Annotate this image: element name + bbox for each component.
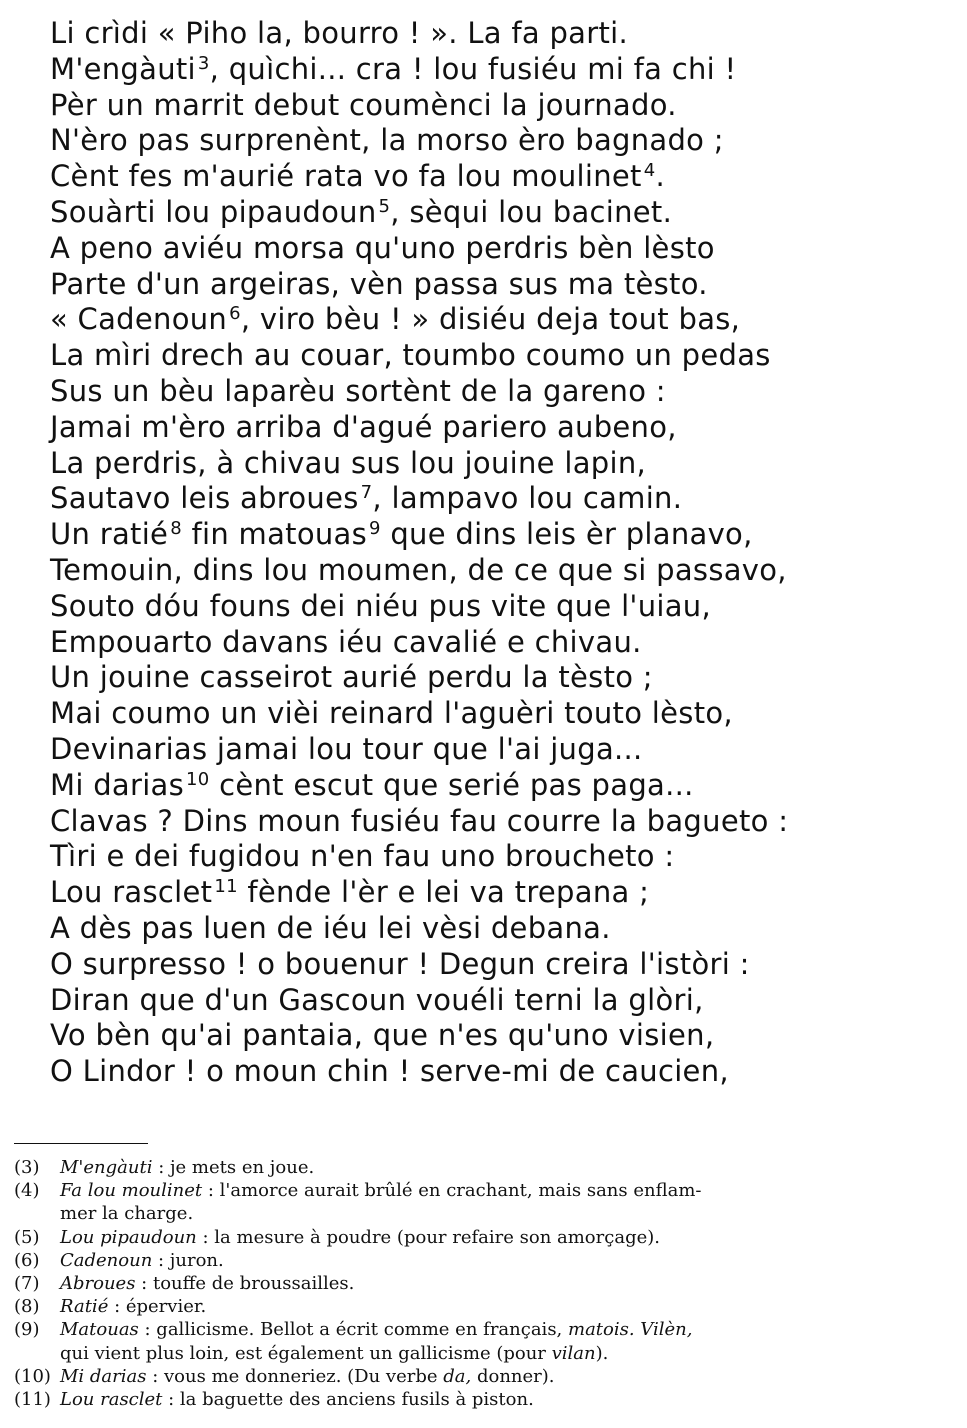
poem-line-text: Lou rasclet — [50, 875, 213, 910]
footnotes — [14, 1156, 959, 1411]
poem-line-text: Un ratié — [50, 517, 169, 552]
footnote-reference: 9 — [369, 518, 381, 540]
footnote-body — [60, 1249, 959, 1272]
poem-line-text: Li crìdi « Piho la, bourro ! ». La fa parti. — [50, 16, 629, 50]
poem-line-text: Sus un bèu laparèu sortènt de la gareno : — [50, 373, 666, 408]
poem-line — [50, 517, 950, 553]
poem-line-text: Souto dóu founs dei niéu pus vite que l'uiau, — [50, 588, 712, 623]
footnote-continuation — [14, 1202, 959, 1225]
footnote — [14, 1179, 959, 1202]
footnote-term: Lou rasclet — [60, 1389, 163, 1411]
poem-line — [50, 374, 950, 410]
poem-line — [50, 123, 950, 159]
footnote-number: (6) — [14, 1249, 40, 1271]
poem-line-text: Pèr un marrit debut coumènci la journado. — [50, 87, 677, 122]
poem-line-text: Vo bèn qu'ai pantaia, que n'es qu'uno visien, — [50, 1018, 715, 1053]
footnote — [14, 1365, 959, 1388]
poem-line-text: Tìri e dei fugidou n'en fau uno broucheto : — [50, 839, 675, 874]
footnote-body — [60, 1295, 959, 1318]
footnote-italic: da, — [443, 1365, 472, 1387]
poem-line — [50, 410, 950, 446]
poem-line — [50, 875, 950, 911]
poem-line-text: Devinarias jamai lou tour que l'ai juga... — [50, 731, 643, 766]
poem-line-text: , viro bèu ! » disiéu deja tout bas, — [240, 302, 741, 337]
footnote-text: mer la charge. — [60, 1203, 194, 1225]
poem-line — [50, 696, 950, 732]
poem-line-text: Temouin, dins lou moumen, de ce que si passavo, — [50, 552, 787, 587]
poem-line — [50, 625, 950, 661]
footnote-body — [60, 1226, 959, 1249]
footnote-reference: 11 — [214, 876, 238, 898]
footnote — [14, 1388, 959, 1411]
footnote-term: Abroues — [60, 1273, 136, 1295]
footnote-term: M'engàuti — [60, 1157, 153, 1178]
footnote-body — [60, 1179, 959, 1202]
footnote-number: (9) — [14, 1319, 40, 1341]
footnote-body — [60, 1202, 959, 1225]
poem-text — [50, 16, 950, 1090]
poem-line-text: que dins leis èr planavo, — [380, 517, 753, 552]
poem-line-text: cènt escut que serié pas paga... — [209, 767, 694, 802]
footnote-text: : la baguette des anciens fusils à piston. — [162, 1389, 534, 1411]
poem-line-text: « Cadenoun — [50, 302, 228, 337]
poem-line-text: Mai coumo un vièi reinard l'aguèri touto lèsto, — [50, 696, 733, 731]
poem-line-text: , lampavo lou camin. — [372, 481, 683, 516]
poem-line-text: N'èro pas surprenènt, la morso èro bagnado ; — [50, 123, 724, 158]
footnote-number: (8) — [14, 1296, 40, 1318]
poem-line-text: La perdris, à chivau sus lou jouine lapin, — [50, 445, 647, 480]
poem-line — [50, 589, 950, 625]
footnote-term: Cadenoun — [60, 1249, 153, 1271]
poem-line — [50, 338, 950, 374]
footnote-body — [60, 1388, 959, 1411]
footnote-reference: 6 — [229, 303, 241, 325]
footnote-body — [60, 1318, 959, 1341]
poem-line — [50, 16, 950, 52]
poem-line-text: fin matouas — [181, 517, 368, 552]
poem-line-text: , quìchi... cra ! lou fusiéu mi fa chi ! — [209, 51, 737, 86]
footnote-reference: 3 — [197, 52, 210, 74]
poem-line-text: M'engàuti — [50, 51, 196, 86]
poem-line — [50, 267, 950, 303]
poem-line — [50, 159, 950, 195]
footnote — [14, 1156, 959, 1179]
footnote-term: Lou pipaudoun — [60, 1226, 197, 1248]
poem-line — [50, 660, 950, 696]
footnote-reference: 7 — [360, 482, 373, 504]
poem-line-text: Sautavo leis abroues — [50, 481, 359, 516]
poem-line-text: Mi darias — [50, 767, 185, 802]
poem-line — [50, 1054, 950, 1090]
footnote-body — [60, 1342, 959, 1365]
footnote-number: (7) — [14, 1273, 40, 1295]
poem-line-text: Cènt fes m'aurié rata vo fa lou moulinet — [50, 159, 642, 194]
footnote-body — [60, 1156, 959, 1179]
poem-line-text: O Lindor ! o moun chin ! serve-mi de caucien, — [50, 1054, 729, 1089]
poem-line — [50, 1018, 950, 1054]
footnote-continuation — [14, 1342, 959, 1365]
footnote-italic: matois. Vilèn, — [568, 1319, 693, 1341]
footnote-text: ). — [595, 1342, 609, 1364]
footnote-text: : juron. — [152, 1249, 224, 1271]
footnote-term: Fa lou moulinet — [60, 1180, 203, 1202]
poem-line — [50, 52, 950, 88]
poem-line-text: A peno aviéu morsa qu'uno perdris bèn lèsto — [50, 230, 715, 265]
footnote-italic: vilan — [551, 1342, 596, 1364]
poem-line-text: Diran que d'un Gascoun vouéli terni la glòri, — [50, 982, 704, 1017]
poem-line-text: Jamai m'èro arriba d'agué pariero aubeno, — [50, 409, 677, 444]
footnote-number: (10) — [14, 1365, 51, 1387]
poem-line-text: . — [655, 159, 665, 194]
footnote-reference: 8 — [170, 518, 182, 540]
footnote-reference: 4 — [643, 160, 656, 182]
poem-line — [50, 231, 950, 267]
poem-line — [50, 983, 950, 1019]
poem-line-text: Clavas ? Dins moun fusiéu fau courre la bagueto : — [50, 803, 789, 838]
footnote-text: : je mets en joue. — [152, 1157, 315, 1178]
footnote — [14, 1295, 959, 1318]
poem-line-text: Souàrti lou pipaudoun — [50, 194, 377, 229]
footnote-number: (3) — [14, 1157, 40, 1178]
poem-line — [50, 195, 950, 231]
footnote-term: Ratié — [60, 1296, 109, 1318]
poem-line-text: Parte d'un argeiras, vèn passa sus ma tèsto. — [50, 266, 708, 301]
poem-line-text: O surpresso ! o bouenur ! Degun creira l'istòri : — [50, 946, 750, 981]
footnote-text: : gallicisme. Bellot a écrit comme en français, — [138, 1319, 568, 1341]
poem-line-text: , sèqui lou bacinet. — [390, 194, 673, 229]
poem-line-text: La mìri drech au couar, toumbo coumo un pedas — [50, 338, 771, 373]
footnote-term: Matouas — [60, 1319, 139, 1341]
footnote-term: Mi darias — [60, 1365, 147, 1387]
footnote — [14, 1226, 959, 1249]
footnote — [14, 1318, 959, 1341]
poem-line — [50, 553, 950, 589]
footnote-text: qui vient plus loin, est également un gallicisme (pour — [60, 1342, 552, 1364]
poem-line — [50, 911, 950, 947]
footnote-number: (11) — [14, 1389, 51, 1411]
footnote-number: (4) — [14, 1180, 40, 1202]
poem-line — [50, 732, 950, 768]
footnote — [14, 1272, 959, 1295]
poem-line — [50, 481, 950, 517]
poem-line — [50, 947, 950, 983]
footnote-text: : touffe de broussailles. — [135, 1273, 355, 1295]
footnote-text: : vous me donneriez. (Du verbe — [146, 1365, 444, 1387]
poem-line — [50, 839, 950, 875]
footnote-separator — [14, 1143, 148, 1144]
footnote-body — [60, 1272, 959, 1295]
poem-line — [50, 302, 950, 338]
poem-line — [50, 768, 950, 804]
footnote-text: : épervier. — [108, 1296, 207, 1318]
poem-line — [50, 804, 950, 840]
footnote-reference: 10 — [186, 768, 210, 790]
footnote-number: (5) — [14, 1226, 40, 1248]
poem-line-text: Un jouine casseirot aurié perdu la tèsto ; — [50, 660, 653, 695]
poem-line-text: A dès pas luen de iéu lei vèsi debana. — [50, 910, 611, 945]
poem-line — [50, 88, 950, 124]
footnote-reference: 5 — [378, 195, 391, 217]
footnote-text: : l'amorce aurait brûlé en crachant, mais sans enflam- — [202, 1180, 702, 1202]
footnote-body — [60, 1365, 959, 1388]
footnote-text: : la mesure à poudre (pour refaire son amorçage). — [196, 1226, 660, 1248]
poem-line — [50, 446, 950, 482]
footnote — [14, 1249, 959, 1272]
poem-line-text: fènde l'èr e lei va trepana ; — [237, 875, 650, 910]
poem-line-text: Empouarto davans iéu cavalié e chivau. — [50, 624, 642, 659]
footnote-text: donner). — [471, 1365, 555, 1387]
